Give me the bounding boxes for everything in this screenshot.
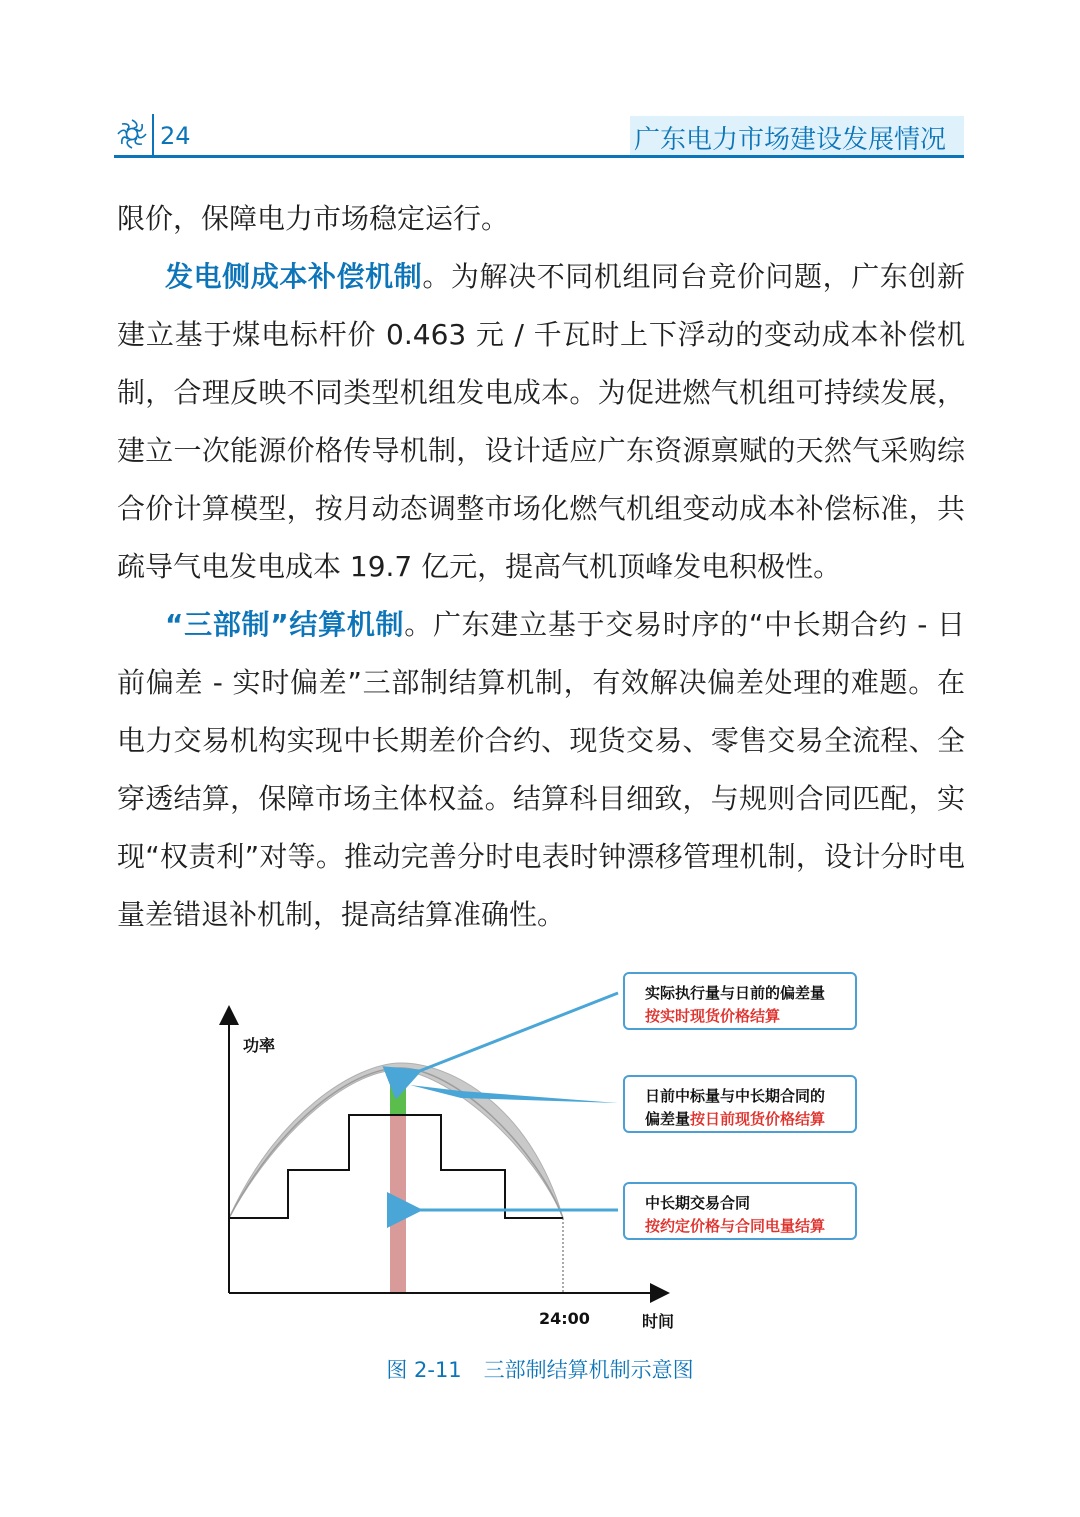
settlement-diagram (205, 965, 875, 1350)
callout-dayahead-line2-red: 按日前现货价格结算 (690, 1110, 826, 1128)
x-axis-tick-label: 24:00 (539, 1309, 590, 1328)
x-axis-label: 时间 (642, 1312, 675, 1331)
page-header (114, 112, 964, 164)
callout-contract-line2: 按约定价格与合同电量结算 (645, 1217, 826, 1235)
arrow-dayahead (410, 1085, 618, 1103)
paragraph-2-text: 。为解决不同机组同台竞价问题，广东创新建立基于煤电标杆价 0.463 元 / 千瓦时上下浮动的变动成本补偿机制，合理反映不同类型机组发电成本。为促进燃气机组可持续发展，建立一次能源价格传导机制，设计适应广东资源禀赋的天然气采购综合价计算模型，按月动态调整市场化燃气机组变动成本补偿标准，共疏导气电发电成本 19.7 亿元，提高气机顶峰发电积极性。 (117, 260, 965, 583)
header-rule (114, 155, 964, 158)
paragraph-3-heading: “三部制”结算机制 (165, 608, 405, 641)
callout-realtime-line2: 按实时现货价格结算 (645, 1007, 781, 1025)
figure-caption-text: 三部制结算机制示意图 (483, 1358, 694, 1382)
page-number: 24 (160, 122, 191, 150)
callout-dayahead-line2-black: 偏差量 (645, 1110, 691, 1128)
header-title: 广东电力市场建设发展情况 (633, 125, 946, 155)
paragraph-3 (117, 596, 965, 944)
dayahead-deviation-segment (390, 1079, 406, 1115)
contract-settlement-segment (390, 1115, 406, 1293)
callout-dayahead-line2 (645, 1108, 845, 1131)
figure-caption (0, 1354, 1080, 1384)
callout-realtime-line1: 实际执行量与日前的偏差量 (645, 984, 826, 1002)
paragraph-3-text: 。广东建立基于交易时序的“中长期合约 - 日前偏差 - 实时偏差”三部制结算机制，有效解决偏差处理的难题。在电力交易机构实现中长期差价合约、现货交易、零售交易全流程、全穿透结算，保障市场主体权益。结算科目细致，与规则合同匹配，实现“权责利”对等。推动完善分时电表时钟漂移管理机制，设计分时电量差错退补机制，提高结算准确性。 (117, 608, 965, 931)
callout-dayahead-deviation (623, 1075, 857, 1133)
paragraph-1: 限价，保障电力市场稳定运行。 (117, 202, 510, 235)
callout-contract-line1: 中长期交易合同 (645, 1194, 751, 1212)
paragraph-2 (117, 248, 965, 596)
header-divider (152, 114, 154, 156)
callout-contract-settlement (623, 1182, 857, 1240)
realtime-deviation-segment (390, 1069, 406, 1079)
figure-caption-number: 图 2-11 (386, 1358, 462, 1382)
callout-realtime-deviation (623, 972, 857, 1030)
y-axis-label: 功率 (243, 1036, 276, 1055)
flower-logo-icon (114, 116, 150, 152)
body-text (117, 190, 965, 944)
callout-dayahead-line1: 日前中标量与中长期合同的 (645, 1087, 826, 1105)
paragraph-2-heading: 发电侧成本补偿机制 (165, 260, 423, 293)
arrow-realtime (417, 993, 618, 1072)
